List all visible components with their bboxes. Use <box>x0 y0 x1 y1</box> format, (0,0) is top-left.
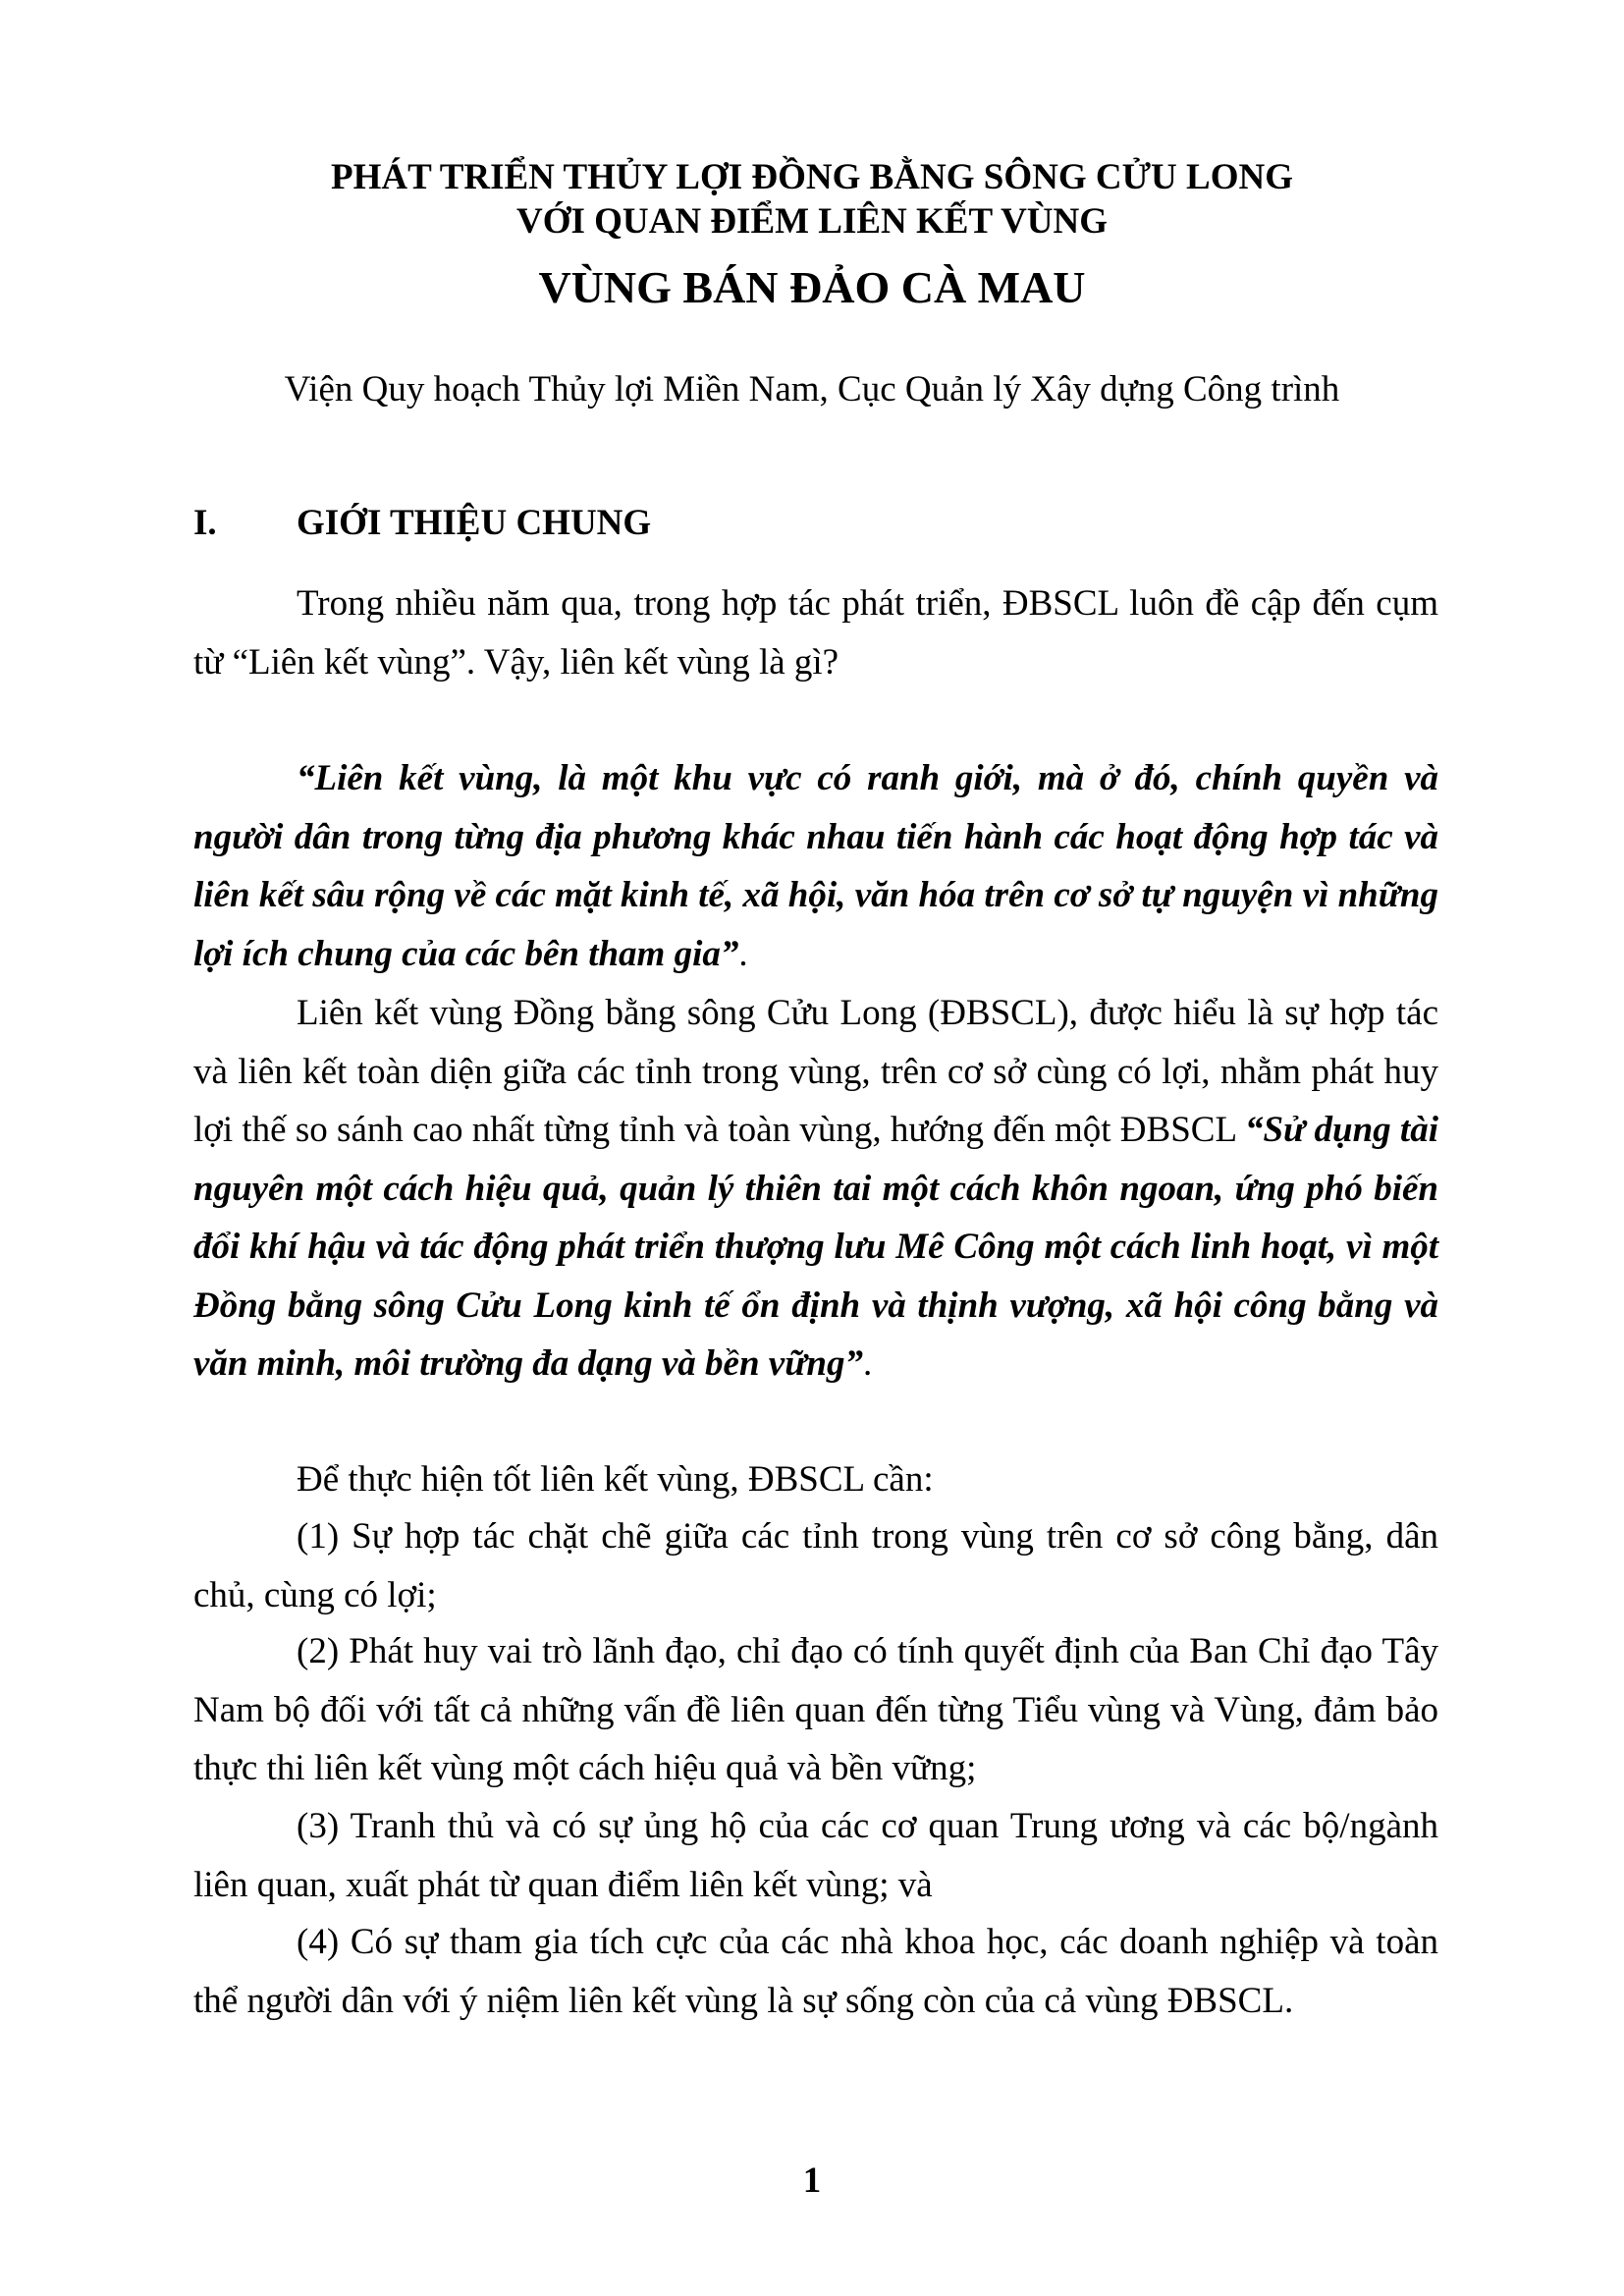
requirement-item-2: (2) Phát huy vai trò lãnh đạo, chỉ đạo có tính quyết định của Ban Chỉ đạo Tây Nam bộ đối với tất cả những vấn đề liên quan đến từng Tiểu vùng và Vùng, đảm bảo thực thi liên kết vùng một cách hiệu quả và bền vững; <box>193 1631 1438 1788</box>
title-line-1: PHÁT TRIỂN THỦY LỢI ĐỒNG BẰNG SÔNG CỬU LONG <box>331 157 1293 197</box>
paragraph-definition-block <box>193 749 1438 983</box>
requirement-item-1: (1) Sự hợp tác chặt chẽ giữa các tỉnh trong vùng trên cơ sở công bằng, dân chủ, cùng có lợi; <box>193 1516 1438 1615</box>
requirement-item-3: (3) Tranh thủ và có sự ủng hộ của các cơ quan Trung ương và các bộ/ngành liên quan, xuất phát từ quan điểm liên kết vùng; và <box>193 1806 1438 1905</box>
requirement-item-block <box>193 1913 1438 2030</box>
paragraph-mekong <box>193 984 1438 1394</box>
section-heading <box>193 501 651 545</box>
mekong-text: Liên kết vùng Đồng bằng sông Cửu Long (ĐBSCL), được hiểu là sự hợp tác và liên kết toàn diện giữa các tỉnh trong vùng, trên cơ sở cùng có lợi, nhằm phát huy lợi thế so sánh cao nhất từng tỉnh và toàn vùng, hướng đến một ĐBSCL <box>193 993 1438 1150</box>
document-subtitle: VÙNG BÁN ĐẢO CÀ MAU <box>538 262 1086 312</box>
requirement-item-block <box>193 1507 1438 1624</box>
requirement-item-4: (4) Có sự tham gia tích cực của các nhà khoa học, các doanh nghiệp và toàn thể người dân với ý niệm liên kết vùng là sự sống còn của cả vùng ĐBSCL. <box>193 1922 1438 2021</box>
paragraph-definition <box>193 749 1438 983</box>
page-number: 1 <box>802 2160 822 2201</box>
document-title <box>0 155 1624 244</box>
requirement-item-block <box>193 1797 1438 1914</box>
definition-end: . <box>738 933 748 974</box>
section-title: GIỚI THIỆU CHUNG <box>297 503 652 543</box>
definition-quote: “Liên kết vùng, là một khu vực có ranh giới, mà ở đó, chính quyền và người dân trong từng địa phương khác nhau tiến hành các hoạt động hợp tác và liên kết sâu rộng về các mặt kinh tế, xã hội, văn hóa trên cơ sở tự nguyện vì những lợi ích chung của các bên tham gia” <box>193 758 1438 974</box>
author-affiliation: Viện Quy hoạch Thủy lợi Miền Nam, Cục Quản lý Xây dựng Công trình <box>284 369 1340 410</box>
requirement-item-block <box>193 1622 1438 1798</box>
paragraph-intro-block <box>193 574 1438 691</box>
mekong-end: . <box>862 1343 873 1384</box>
paragraph-mekong-block <box>193 984 1438 1394</box>
paragraph-intro: Trong nhiều năm qua, trong hợp tác phát triển, ĐBSCL luôn đề cập đến cụm từ “Liên kết vùng”. Vậy, liên kết vùng là gì? <box>193 583 1438 683</box>
section-number: I. <box>193 503 217 543</box>
mekong-quote: “Sử dụng tài nguyên một cách hiệu quả, quản lý thiên tai một cách khôn ngoan, ứng phó biến đổi khí hậu và tác động phát triển thượng lưu Mê Công một cách linh hoạt, vì một Đồng bằng sông Cửu Long kinh tế ổn định và thịnh vượng, xã hội công bằng và văn minh, môi trường đa dạng và bền vững” <box>193 1110 1438 1384</box>
paragraph-requirements-intro: Để thực hiện tốt liên kết vùng, ĐBSCL cần: <box>297 1459 934 1500</box>
title-line-2: VỚI QUAN ĐIỂM LIÊN KẾT VÙNG <box>515 201 1109 242</box>
paragraph-requirements-intro-block <box>193 1450 1438 1509</box>
